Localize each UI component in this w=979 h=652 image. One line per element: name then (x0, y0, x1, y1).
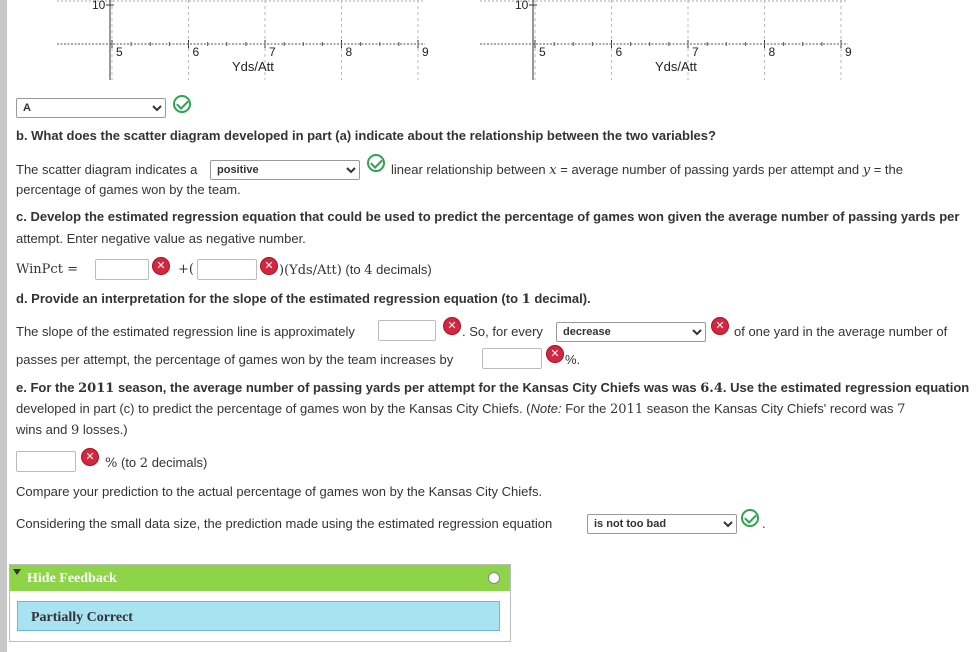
part-e-question-2: developed in part (c) to predict the percentage of games won by the Kansas City Chiefs. (Note: For the 2011 season the Kansas City Chiefs' record was 7 (16, 401, 906, 417)
x-tick-label: 8 (768, 45, 776, 59)
intercept-input[interactable] (95, 259, 149, 280)
hide-feedback-toggle[interactable]: Hide Feedback (27, 571, 117, 586)
collapse-triangle-icon[interactable] (13, 569, 21, 575)
consider-text: Considering the small data size, the prediction made using the estimated regression equation (16, 516, 553, 531)
x-icon: ✕ (81, 448, 99, 466)
prediction-quality-select[interactable] (587, 514, 737, 534)
check-icon (173, 95, 191, 113)
slope-input[interactable] (197, 259, 257, 280)
feedback-status-box (17, 601, 500, 631)
pencil-icon[interactable] (488, 572, 500, 584)
x-icon: ✕ (152, 257, 170, 275)
part-c-question-2: attempt. Enter negative value as negative number. (16, 231, 306, 246)
part-d-question: d. Provide an interpretation for the slope of the estimated regression equation (to 1 decimal). (16, 291, 591, 307)
x-icon: ✕ (546, 345, 564, 363)
x-tick-label: 5 (116, 45, 123, 59)
part-c-question-1: c. Develop the estimated regression equation that could be used to predict the percentage of games won given the average number of passing yards per (16, 209, 960, 224)
compare-text: Compare your prediction to the actual percentage of games won by the Kansas City Chiefs. (16, 484, 543, 499)
feedback-status: Partially Correct (31, 610, 133, 625)
part-e-question-1: e. For the 2011 season, the average number of passing yards per attempt for the Kansas City Chiefs was was 6.4. Use the estimated regression equation (16, 380, 970, 396)
change-select[interactable] (556, 322, 706, 342)
check-icon (741, 509, 759, 527)
feedback-header[interactable] (10, 565, 510, 591)
x-icon: ✕ (443, 317, 461, 335)
y-tick-label: 10 (515, 0, 529, 12)
check-icon (367, 154, 385, 172)
x-icon: ✕ (260, 257, 278, 275)
y-tick-label: 10 (92, 0, 106, 12)
prediction-input[interactable] (16, 451, 76, 472)
part-e-question-3: wins and 9 losses.) (16, 422, 128, 438)
x-tick-label: 7 (692, 45, 699, 59)
x-tick-label: 6 (615, 45, 623, 59)
x-tick-label: 9 (845, 45, 852, 59)
x-tick-label: 5 (539, 45, 546, 59)
x-tick-label: 7 (269, 45, 276, 59)
left-border (0, 0, 7, 652)
part-d-pre: The slope of the estimated regression line is approximately (16, 324, 355, 339)
percent-label: %. (565, 352, 581, 367)
prediction-note: % (to 2 decimals) (105, 455, 208, 471)
period: . (762, 516, 766, 531)
x-tick-label: 9 (422, 45, 429, 59)
feedback-panel (9, 564, 511, 642)
x-tick-label: 6 (192, 45, 200, 59)
scatter-chart-right (463, 0, 863, 90)
x-axis-label: Yds/Att (655, 59, 697, 74)
relationship-select[interactable] (210, 160, 360, 180)
x-tick-label: 8 (345, 45, 353, 59)
yds-att-label: )(Yds/Att) (to 4 decimals) (279, 262, 432, 278)
plus-label: +( (178, 262, 194, 277)
part-d-post: of one yard in the average number of (734, 324, 948, 339)
x-axis-label: Yds/Att (232, 59, 274, 74)
part-b-line2: percentage of games won by the team. (16, 182, 241, 197)
increase-input[interactable] (482, 348, 542, 369)
part-b-post: linear relationship between x = average number of passing yards per attempt and y = the (391, 162, 903, 178)
part-d-mid: . So, for every (462, 324, 543, 339)
scatter-chart-left (40, 0, 440, 90)
part-a-select[interactable] (16, 98, 166, 118)
part-b-pre: The scatter diagram indicates a (16, 162, 198, 177)
part-b-question: b. What does the scatter diagram developed in part (a) indicate about the relationship between the two variables? (16, 128, 716, 143)
winpct-label: WinPct = (16, 262, 78, 277)
part-d-line2: passes per attempt, the percentage of games won by the team increases by (16, 352, 454, 367)
x-icon: ✕ (711, 317, 729, 335)
slope-approx-input[interactable] (378, 320, 436, 341)
